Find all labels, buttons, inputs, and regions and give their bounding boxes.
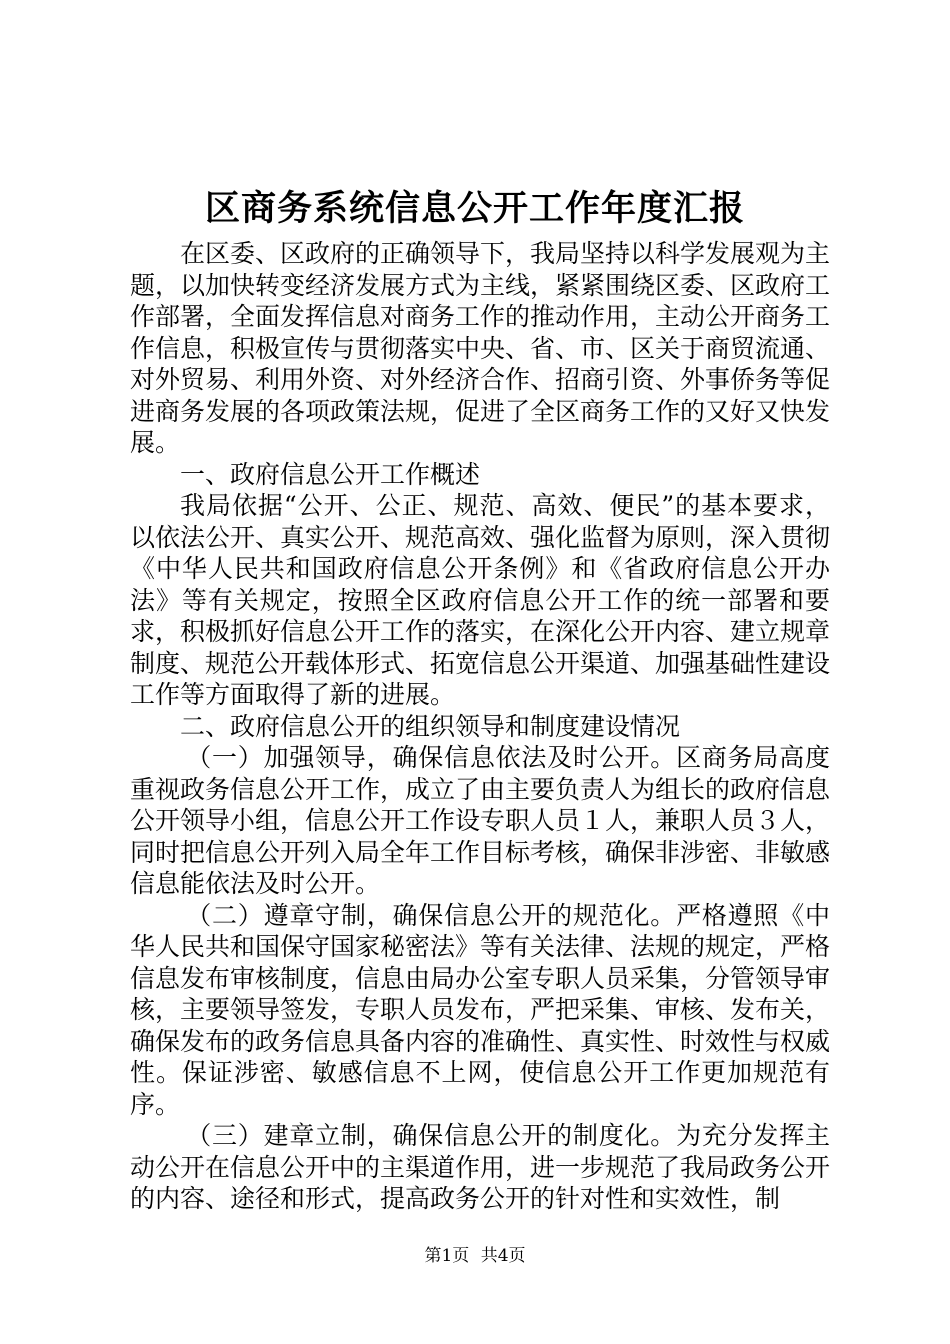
- subsection-1-paragraph: （一）加强领导，确保信息依法及时公开。区商务局高度重视政务信息公开工作，成立了由主要负责人为组长的政府信息公开领导小组，信息公开工作设专职人员１人，兼职人员３人，同时把信息公开列入局全年工作目标考核，确保非涉密、非敏感信息能依法及时公开。: [130, 743, 831, 898]
- page-total: 共4页: [480, 1246, 526, 1266]
- intro-paragraph: 在区委、区政府的正确领导下，我局坚持以科学发展观为主题，以加快转变经济发展方式为主线，紧紧围绕区委、区政府工作部署，全面发挥信息对商务工作的推动作用，主动公开商务工作信息，积极宣传与贯彻落实中央、省、市、区关于商贸流通、对外贸易、利用外资、对外经济合作、招商引资、外事侨务等促进商务发展的各项政策法规，促进了全区商务工作的又好又快发展。: [130, 239, 831, 457]
- section-heading-2: 二、政府信息公开的组织领导和制度建设情况: [180, 711, 681, 741]
- section-1-paragraph: 我局依据“公开、公正、规范、高效、便民”的基本要求，以依法公开、真实公开、规范高效、强化监督为原则，深入贯彻《中华人民共和国政府信息公开条例》和《省政府信息公开办法》等有关规定，按照全区政府信息公开工作的统一部署和要求，积极抓好信息公开工作的落实，在深化公开内容、建立规章制度、规范公开载体形式、拓宽信息公开渠道、加强基础性建设工作等方面取得了新的进展。: [130, 491, 831, 709]
- subsection-2-paragraph: （二）遵章守制，确保信息公开的规范化。严格遵照《中华人民共和国保守国家秘密法》等有关法律、法规的规定，严格信息发布审核制度，信息由局办公室专职人员采集，分管领导审核，主要领导签发，专职人员发布，严把采集、审核、发布关，确保发布的政务信息具备内容的准确性、真实性、时效性与权威性。保证涉密、敏感信息不上网，使信息公开工作更加规范有序。: [130, 900, 831, 1119]
- page-footer: [0, 1245, 950, 1267]
- section-heading-1: 一、政府信息公开工作概述: [180, 459, 481, 489]
- page-number: 第1页: [424, 1246, 470, 1266]
- subsection-3-paragraph: （三）建章立制，确保信息公开的制度化。为充分发挥主动公开在信息公开中的主渠道作用，进一步规范了我局政务公开的内容、途径和形式，提高政务公开的针对性和实效性，制: [130, 1121, 831, 1213]
- document-title: 区商务系统信息公开工作年度汇报: [204, 188, 745, 229]
- document-body: [130, 238, 830, 1215]
